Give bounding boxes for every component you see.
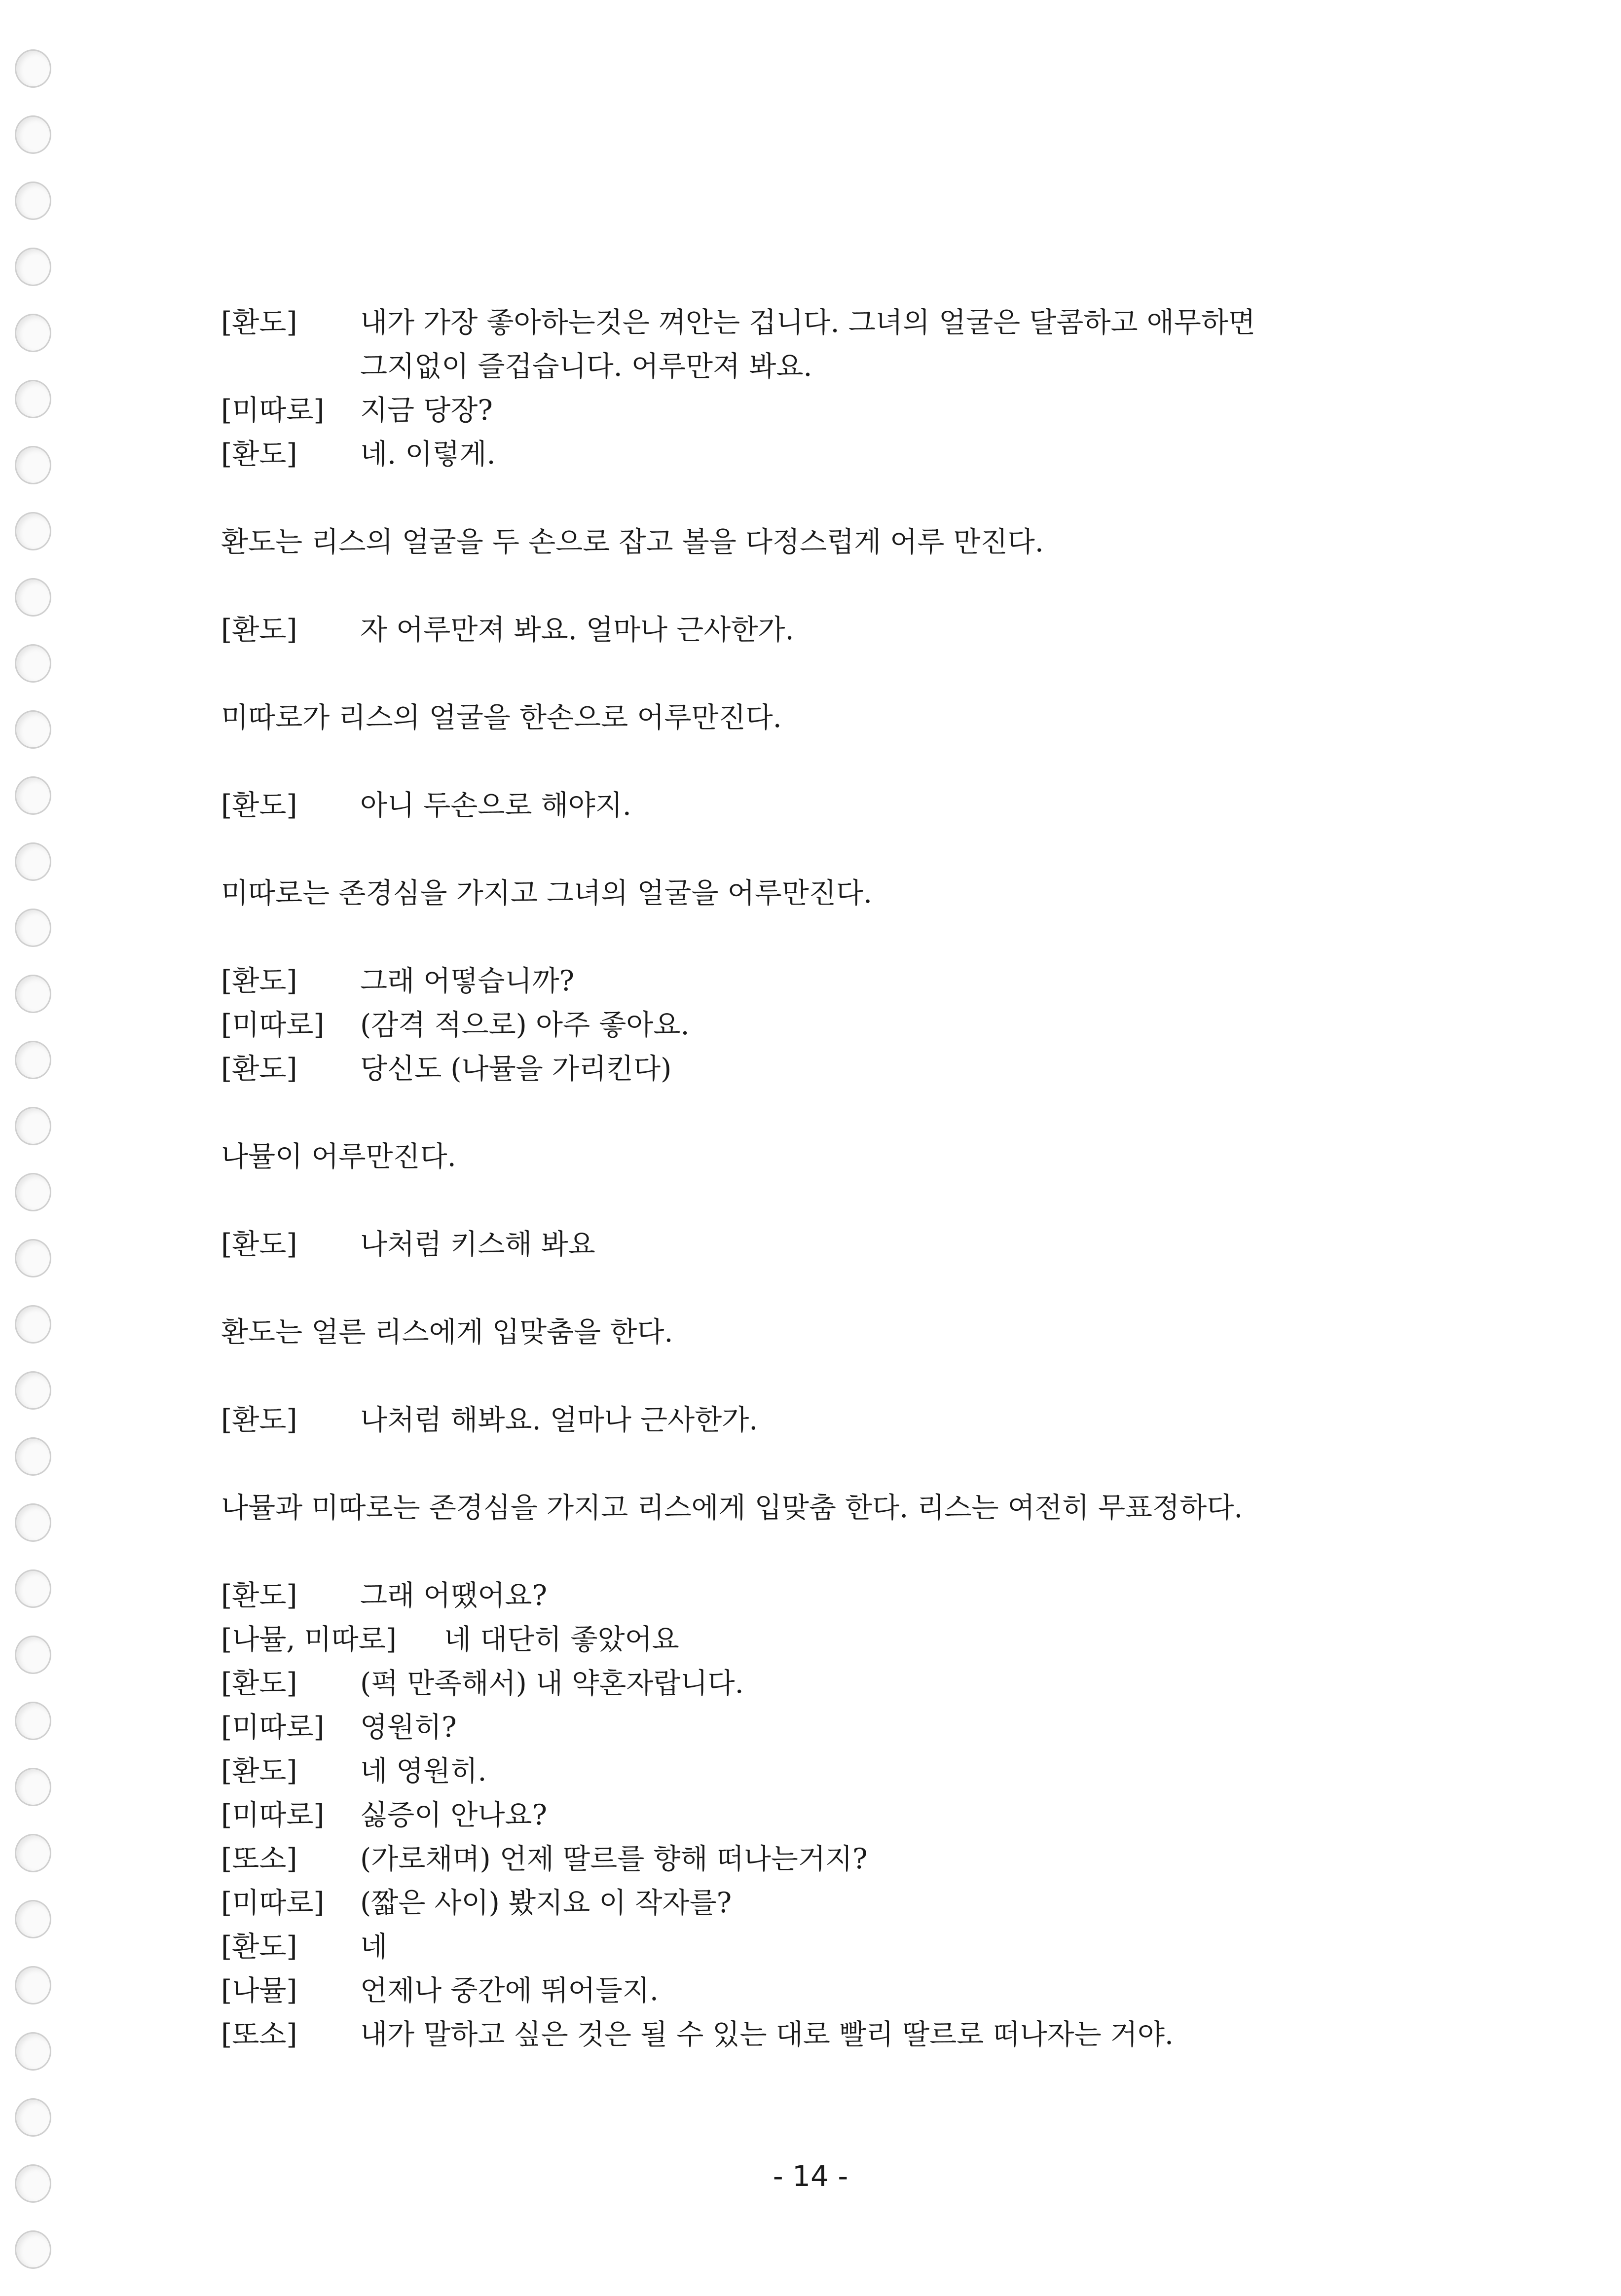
- dialogue-text: 나처럼 해봐요. 얼마나 근사한가.: [360, 1404, 758, 1436]
- stage-direction: 환도는 리스의 얼굴을 두 손으로 잡고 볼을 다정스럽게 어루 만진다.: [221, 526, 1044, 558]
- dialogue-line: [221, 301, 1553, 345]
- dialogue-text: 그래 어땠어요?: [360, 1579, 548, 1612]
- speaker-label: [환도]: [221, 1667, 297, 1700]
- dialogue-line: [221, 433, 1553, 476]
- binder-hole: [15, 446, 51, 484]
- dialogue-text: 네: [360, 1931, 388, 1963]
- binder-hole: [15, 1239, 51, 1277]
- speaker-label: [환도]: [221, 789, 297, 822]
- speaker-label: [환도]: [221, 1755, 297, 1787]
- binder-hole: [15, 1305, 51, 1344]
- dialogue-text: 지금 당장?: [360, 394, 493, 427]
- dialogue-line: [221, 959, 1553, 1003]
- binder-hole: [15, 710, 51, 749]
- dialogue-text: (퍽 만족해서) 내 약혼자랍니다.: [360, 1667, 744, 1700]
- binder-hole: [15, 1636, 51, 1674]
- speaker-label: [환도]: [221, 438, 297, 471]
- dialogue-text: (짧은 사이) 봤지요 이 작자를?: [360, 1887, 732, 1919]
- dialogue-line: [221, 784, 1553, 828]
- dialogue-text: 나처럼 키스해 봐요: [360, 1228, 595, 1261]
- binder-hole: [15, 2032, 51, 2071]
- speaker-label: [환도]: [221, 965, 297, 997]
- dialogue-text: 그지없이 즐겁습니다. 어루만져 봐요.: [360, 350, 812, 383]
- speaker-label: [미따로]: [221, 1799, 325, 1831]
- stage-direction: 나뮬과 미따로는 존경심을 가지고 리스에게 입맞춤 한다. 리스는 여전히 무표정하다.: [221, 1492, 1243, 1524]
- speaker-label: [환도]: [221, 1053, 297, 1085]
- binder-hole: [15, 1503, 51, 1542]
- dialogue-line: [221, 1706, 1553, 1749]
- binder-hole: [15, 578, 51, 617]
- dialogue-line: [221, 1047, 1553, 1091]
- dialogue-line: [221, 1618, 1553, 1662]
- binder-hole: [15, 512, 51, 550]
- speaker-label: [환도]: [221, 1579, 297, 1612]
- dialogue-line: [221, 1793, 1553, 1837]
- binder-hole: [15, 1173, 51, 1211]
- dialogue-text: (감격 적으로) 아주 좋아요.: [360, 1009, 690, 1041]
- binder-hole: [15, 1702, 51, 1740]
- dialogue-text: 네 영원히.: [360, 1755, 487, 1787]
- dialogue-text: 영원히?: [360, 1711, 457, 1744]
- speaker-label: [미따로]: [221, 1009, 325, 1041]
- dialogue-text: (가로채며) 언제 딸르를 향해 떠나는거지?: [360, 1843, 868, 1875]
- stage-direction: 미따로는 존경심을 가지고 그녀의 얼굴을 어루만진다.: [221, 877, 873, 910]
- binder-hole: [15, 1437, 51, 1476]
- dialogue-line: [221, 1969, 1553, 2013]
- speaker-label: [미따로]: [221, 1887, 325, 1919]
- binder-hole: [15, 842, 51, 881]
- dialogue-line: [221, 1662, 1553, 1706]
- dialogue-text: 언제나 중간에 뛰어들지.: [360, 1974, 659, 2007]
- binder-hole: [15, 2230, 51, 2269]
- dialogue-text: 그래 어떻습니까?: [360, 965, 575, 997]
- dialogue-line: [221, 2013, 1553, 2057]
- binder-hole: [15, 380, 51, 418]
- dialogue-text: 내가 가장 좋아하는것은 껴안는 겁니다. 그녀의 얼굴은 달콤하고 애무하면: [360, 306, 1255, 339]
- speaker-label: [나뮬, 미따로]: [221, 1623, 397, 1656]
- binder-hole: [15, 644, 51, 683]
- page-number: - 14 -: [773, 2159, 848, 2193]
- dialogue-line: [221, 1749, 1553, 1793]
- binder-hole: [15, 776, 51, 815]
- stage-direction: 미따로가 리스의 얼굴을 한손으로 어루만진다.: [221, 701, 782, 734]
- dialogue-text: 아니 두손으로 해야지.: [360, 789, 631, 822]
- binder-hole: [15, 2098, 51, 2137]
- binder-hole: [15, 909, 51, 947]
- speaker-label: [미따로]: [221, 394, 325, 427]
- binder-hole: [15, 1768, 51, 1806]
- binder-hole: [15, 182, 51, 220]
- binder-hole: [15, 1107, 51, 1145]
- dialogue-text: 내가 말하고 싶은 것은 될 수 있는 대로 빨리 딸르로 떠나자는 거야.: [360, 2018, 1174, 2051]
- dialogue-line: [221, 1398, 1553, 1442]
- stage-direction: 나뮬이 어루만진다.: [221, 1140, 456, 1173]
- speaker-label: [미따로]: [221, 1711, 325, 1744]
- binder-hole: [15, 1569, 51, 1608]
- speaker-label: [환도]: [221, 614, 297, 646]
- stage-direction: 환도는 얼른 리스에게 입맞춤을 한다.: [221, 1316, 673, 1348]
- dialogue-line: [221, 1837, 1553, 1881]
- speaker-label: [또소]: [221, 1843, 297, 1875]
- binder-hole: [15, 1041, 51, 1079]
- speaker-label: [또소]: [221, 2018, 297, 2051]
- binder-hole: [15, 975, 51, 1013]
- binder-hole: [15, 1371, 51, 1410]
- speaker-label: [나뮬]: [221, 1974, 297, 2007]
- dialogue-line: [221, 345, 1553, 389]
- dialogue-line: [221, 1223, 1553, 1267]
- dialogue-text: 네 대단히 좋았어요: [444, 1623, 679, 1656]
- dialogue-line: [221, 389, 1553, 433]
- binder-hole: [15, 115, 51, 154]
- dialogue-line: [221, 1003, 1553, 1047]
- speaker-label: [환도]: [221, 306, 297, 339]
- dialogue-line: [221, 1881, 1553, 1925]
- speaker-label: [환도]: [221, 1404, 297, 1436]
- dialogue-text: 자 어루만져 봐요. 얼마나 근사한가.: [360, 614, 794, 646]
- dialogue-line: [221, 1925, 1553, 1969]
- binder-hole: [15, 314, 51, 352]
- binder-hole: [15, 1834, 51, 1872]
- dialogue-line: [221, 608, 1553, 652]
- binder-holes: [15, 49, 54, 2279]
- speaker-label: [환도]: [221, 1228, 297, 1261]
- dialogue-text: 당신도 (나뮬을 가리킨다): [360, 1053, 672, 1085]
- binder-hole: [15, 248, 51, 286]
- binder-hole: [15, 49, 51, 88]
- script-body: [221, 301, 1553, 2057]
- binder-hole: [15, 1900, 51, 1938]
- dialogue-text: 네. 이렇게.: [360, 438, 496, 471]
- dialogue-line: [221, 1574, 1553, 1618]
- binder-hole: [15, 1966, 51, 2004]
- speaker-label: [환도]: [221, 1931, 297, 1963]
- dialogue-text: 싫증이 안나요?: [360, 1799, 548, 1831]
